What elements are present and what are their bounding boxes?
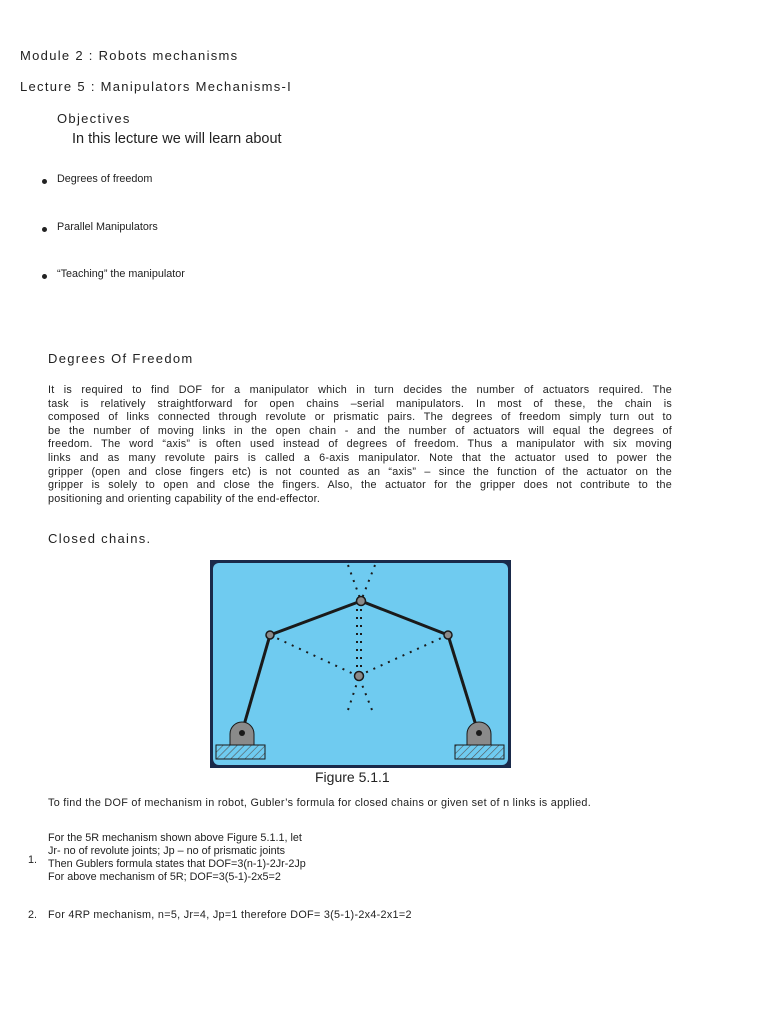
list-item bbox=[48, 909, 412, 922]
figure-caption: Figure 5.1.1 bbox=[315, 769, 390, 785]
paragraph-line: gripper (open and close fingers etc) is not counted as an “axis” – since the function of the actuator on the bbox=[48, 465, 672, 478]
paragraph-line: It is required to find DOF for a manipulator which in turn decides the number of actuators required. The bbox=[48, 384, 672, 396]
paragraph-line: be the number of moving links in the open chain - and the number of actuators will equal the degrees of bbox=[48, 424, 672, 437]
paragraph-line: links and as many revolute pairs is called a 6-axis manipulator. Note that the actuator used to power the bbox=[48, 451, 672, 464]
bullet-dot-icon bbox=[42, 274, 47, 279]
mechanism-figure bbox=[210, 560, 511, 768]
five-bar-mechanism-diagram bbox=[210, 560, 511, 768]
list-line: Then Gublers formula states that DOF=3(n-1)-2Jr-2Jp bbox=[48, 858, 306, 870]
paragraph-line: positioning and orienting capability of the end-effector. bbox=[48, 492, 321, 505]
list-line: For 4RP mechanism, n=5, Jr=4, Jp=1 therefore DOF= 3(5-1)-2x4-2x1=2 bbox=[48, 909, 412, 921]
list-line: Jr- no of revolute joints; Jp – no of prismatic joints bbox=[48, 845, 286, 857]
list-item: “Teaching” the manipulator bbox=[57, 268, 185, 280]
closed-chains-heading: Closed chains. bbox=[48, 531, 152, 546]
list-line: For above mechanism of 5R; DOF=3(5-1)-2x5=2 bbox=[48, 871, 281, 883]
list-item: Parallel Manipulators bbox=[57, 221, 158, 233]
paragraph-line: task is relatively straightforward for open chains –serial manipulators. In most of these, the chain is bbox=[48, 397, 672, 410]
objectives-intro: In this lecture we will learn about bbox=[72, 131, 282, 147]
figure-background bbox=[213, 563, 508, 765]
paragraph-line: composed of links connected through revolute or prismatic pairs. The degrees of freedom simply turn out to bbox=[48, 411, 672, 424]
closed-chains-intro: To find the DOF of mechanism in robot, Gubler’s formula for closed chains or given set of n links is applied. bbox=[48, 797, 591, 809]
dof-paragraph bbox=[48, 384, 672, 506]
list-line: For the 5R mechanism shown above Figure 5.1.1, let bbox=[48, 832, 302, 844]
objectives-heading: Objectives bbox=[57, 111, 131, 126]
list-item: Degrees of freedom bbox=[57, 173, 153, 185]
module-title: Module 2 : Robots mechanisms bbox=[20, 48, 239, 63]
list-number: 2. bbox=[28, 909, 38, 921]
lecture-title: Lecture 5 : Manipulators Mechanisms-I bbox=[20, 79, 293, 94]
bullet-dot-icon bbox=[42, 227, 47, 232]
dof-heading: Degrees Of Freedom bbox=[48, 351, 194, 366]
paragraph-line: freedom. The word “axis” is often used instead of degrees of freedom. Thus a manipulator with six moving bbox=[48, 438, 672, 451]
bullet-dot-icon bbox=[42, 179, 47, 184]
list-number: 1. bbox=[28, 854, 38, 866]
list-item bbox=[48, 832, 306, 884]
paragraph-line: gripper is solely to open and close the fingers. Also, the actuator for the gripper does not contribute to the bbox=[48, 479, 672, 492]
